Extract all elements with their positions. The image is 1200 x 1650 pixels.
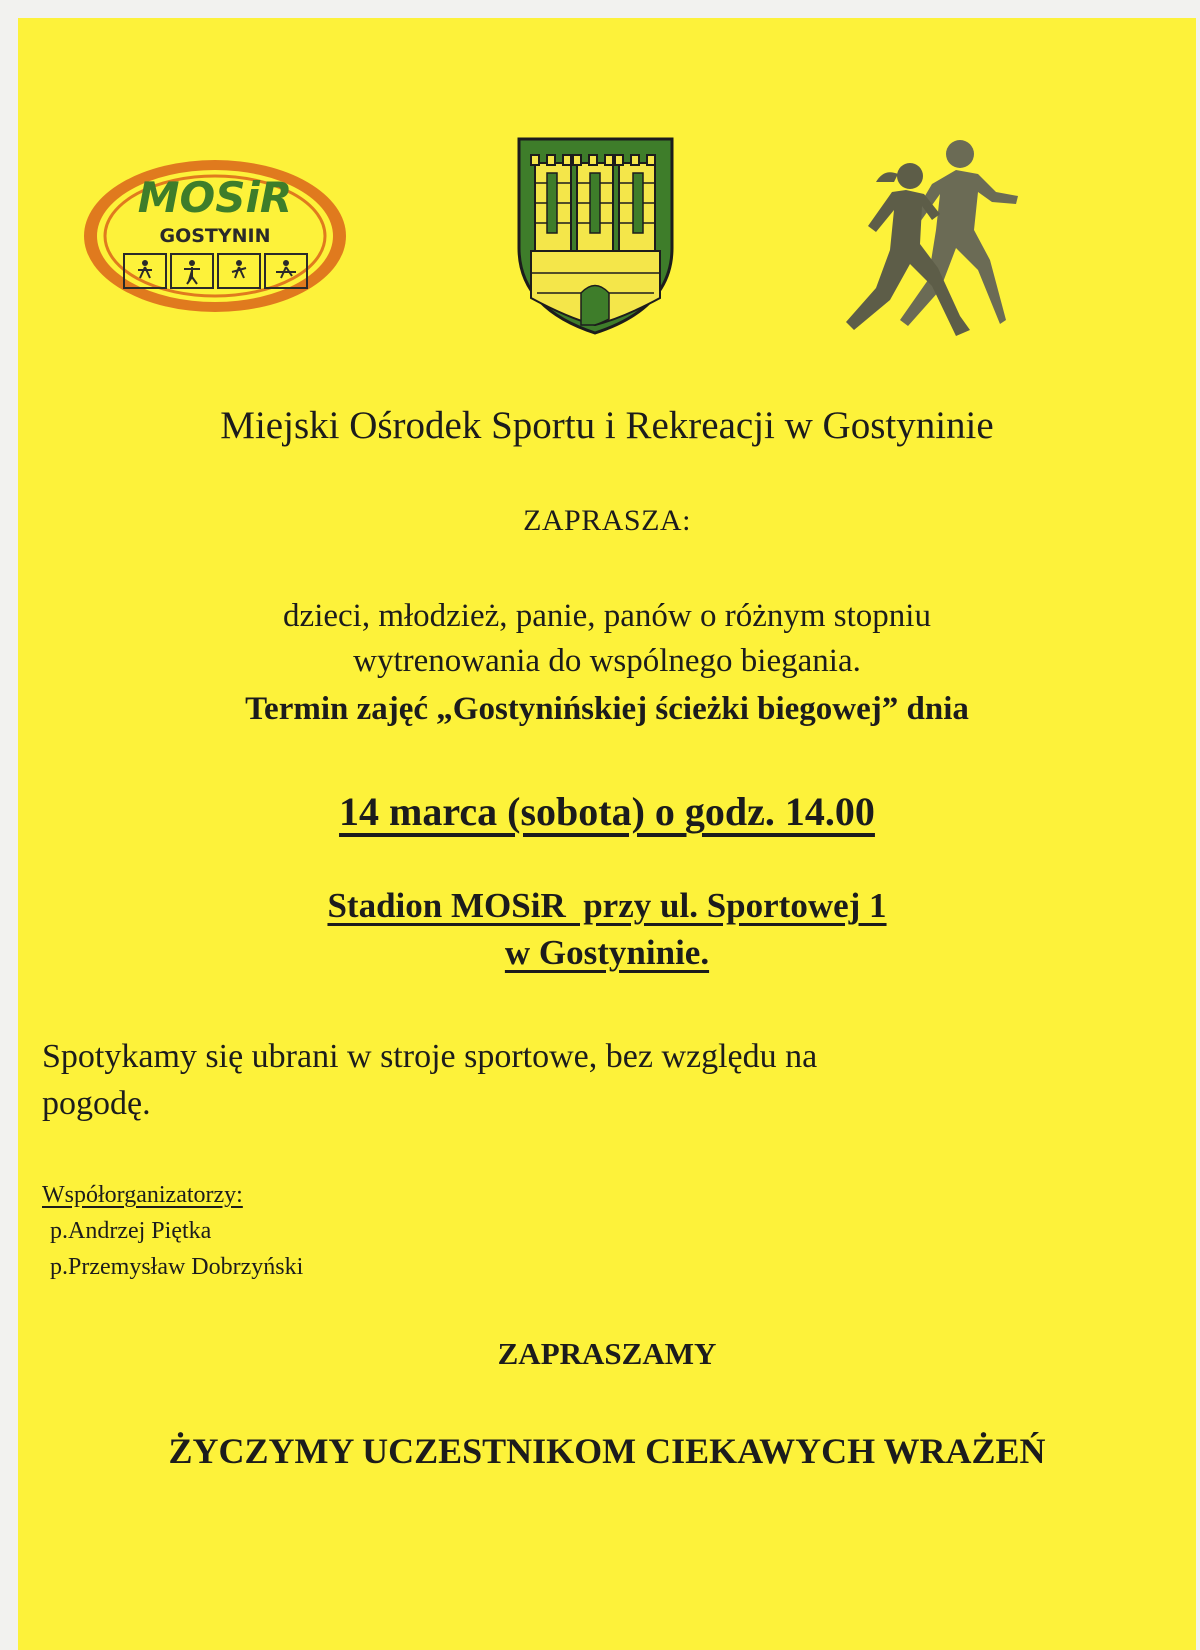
meeting-note-line-1: Spotykamy się ubrani w stroje sportowe, bez względu na xyxy=(42,1038,818,1075)
mosir-logo-name: MOSiR xyxy=(137,173,293,222)
invitation-heading: ZAPRASZAMY xyxy=(497,1336,717,1371)
wishes-heading: ŻYCZYMY UCZESTNIKOM CIEKAWYCH WRAŻEŃ xyxy=(168,1431,1046,1471)
coorganizers-label: Współorganizatorzy: xyxy=(42,1182,243,1208)
mosir-logo xyxy=(80,156,350,316)
venue-row-1 xyxy=(18,886,1196,926)
mosir-logo-city: GOSTYNIN xyxy=(159,225,271,247)
audience-line-1: dzieci, młodzież, panie, panów o różnym stopniu xyxy=(283,598,931,634)
invites-label: ZAPRASZA: xyxy=(523,504,691,537)
coat-of-arms-logo xyxy=(513,133,678,338)
organization-heading: Miejski Ośrodek Sportu i Rekreacji w Gostyninie xyxy=(220,404,994,447)
venue-line-2: w Gostyninie. xyxy=(504,933,710,972)
coorganizer-name: p.Przemysław Dobrzyński xyxy=(50,1254,304,1280)
venue-row-2 xyxy=(18,933,1196,973)
coorganizer-name: p.Andrzej Piętka xyxy=(50,1218,212,1244)
term-line: Termin zajęć „Gostynińskiej ścieżki biegowej” dnia xyxy=(245,691,969,727)
audience-line-2: wytrenowania do wspólnego biegania. xyxy=(353,643,861,679)
venue-line-1: Stadion MOSiR przy ul. Sportowej 1 xyxy=(327,886,887,925)
meeting-note-line-2: pogodę. xyxy=(42,1085,151,1122)
event-date-row xyxy=(18,788,1196,835)
event-date: 14 marca (sobota) o godz. 14.00 xyxy=(339,789,875,834)
poster xyxy=(18,18,1196,1650)
runners-silhouette-icon xyxy=(828,130,1038,370)
